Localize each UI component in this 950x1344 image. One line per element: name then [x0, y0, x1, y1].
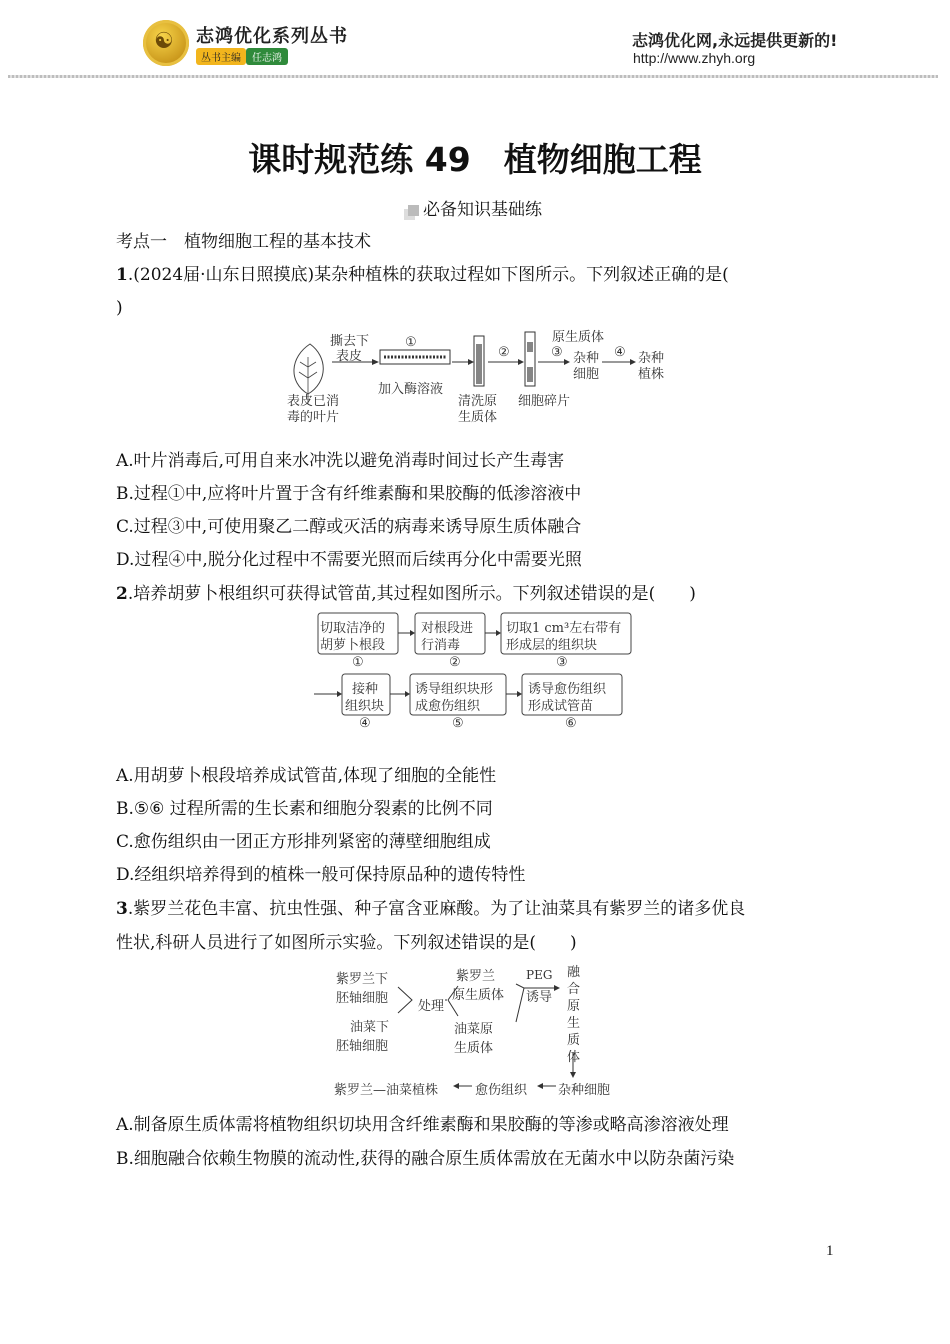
q2-box3-line2: 形成层的组织块 [506, 638, 598, 653]
wash-label-1: 清洗原 [458, 394, 498, 409]
q3-stem-line1 [116, 899, 745, 919]
q2-box6-line2: 形成试管苗 [528, 699, 594, 714]
q2-num4: ④ [359, 716, 371, 731]
q3-proto-a-2: 原生质体 [452, 988, 505, 1003]
hybrid-cell-2: 细胞 [573, 367, 600, 382]
q1-option-b[interactable]: B.过程①中,应将叶片置于含有纤维素酶和果胶酶的低渗溶液中 [116, 484, 582, 504]
q2-box1-line2: 胡萝卜根段 [320, 638, 386, 653]
q1-stem [116, 265, 729, 285]
header-divider [8, 75, 938, 78]
q3-cell-b-2: 胚轴细胞 [336, 1039, 389, 1054]
q2-box5-line1: 诱导组织块形 [415, 682, 494, 697]
q3-hybrid-cell: 杂种细胞 [558, 1083, 611, 1098]
debris-label: 细胞碎片 [518, 394, 571, 409]
q2-stem-text: .培养胡萝卜根组织可获得试管苗,其过程如图所示。下列叙述错误的是( ) [127, 584, 696, 604]
hybrid-cell-1: 杂种 [573, 351, 600, 366]
q3-fused-char-3: 原 [567, 999, 581, 1014]
page-number: 1 [826, 1243, 834, 1259]
q3-cell-a-2: 胚轴细胞 [336, 991, 389, 1006]
q3-number: 3 [116, 899, 128, 919]
q2-box5-line2: 成愈伤组织 [415, 699, 481, 714]
leaf-label-2: 毒的叶片 [287, 410, 340, 425]
q1-step2: ② [498, 345, 510, 360]
q2-option-c[interactable]: C.愈伤组织由一团正方形排列紧密的薄壁细胞组成 [116, 832, 491, 852]
q3-proto-a-1: 紫罗兰 [456, 969, 496, 984]
q1-option-c[interactable]: C.过程③中,可使用聚乙二醇或灭活的病毒来诱导原生质体融合 [116, 517, 582, 537]
q3-proto-b-2: 生质体 [454, 1041, 494, 1056]
q2-option-d[interactable]: D.经组织培养得到的植株一般可保持原品种的遗传特性 [116, 865, 526, 885]
q2-box4-line2: 组织块 [345, 699, 385, 714]
q3-peg-label: PEG [526, 968, 553, 982]
leaf-label-1: 表皮已消 [287, 394, 340, 409]
q3-option-b[interactable]: B.细胞融合依赖生物膜的流动性,获得的融合原生质体需放在无菌水中以防杂菌污染 [116, 1149, 735, 1169]
series-logo-icon: ☯ [143, 20, 189, 66]
q2-box2-line1: 对根段进 [421, 621, 474, 636]
q3-fused-char-1: 融 [567, 965, 581, 980]
q3-final-plant: 紫罗兰—油菜植株 [334, 1083, 439, 1098]
q3-stem-line2: 性状,科研人员进行了如图所示实验。下列叙述错误的是( ) [116, 933, 577, 953]
q2-box4-line1: 接种 [352, 682, 379, 697]
q3-cell-b-1: 油菜下 [350, 1020, 390, 1035]
q3-stem-text-1: .紫罗兰花色丰富、抗虫性强、种子富含亚麻酸。为了让油菜具有紫罗兰的诸多优良 [127, 899, 746, 919]
q2-box6-line1: 诱导愈伤组织 [528, 682, 607, 697]
q2-option-a[interactable]: A.用胡萝卜根段培养成试管苗,体现了细胞的全能性 [116, 766, 497, 786]
hybrid-plant-2: 植株 [638, 367, 665, 382]
editor-name-badge: 任志鸿 [246, 48, 288, 65]
header-url[interactable]: http://www.zhyh.org [633, 50, 756, 66]
q1-option-d[interactable]: D.过程④中,脱分化过程中不需要光照而后续再分化中需要光照 [116, 550, 582, 570]
section-title-text: 必备知识基础练 [423, 200, 542, 220]
q3-fused-char-6: 体 [567, 1050, 581, 1065]
q3-fused-char-5: 质 [567, 1033, 581, 1048]
q2-num2: ② [449, 655, 461, 670]
series-title: 志鸿优化系列丛书 [196, 26, 348, 47]
q2-option-b[interactable]: B.⑤⑥ 过程所需的生长素和细胞分裂素的比例不同 [116, 799, 493, 819]
q1-number: 1 [116, 265, 128, 285]
q3-fused-char-2: 合 [567, 982, 581, 997]
q2-box2-line2: 行消毒 [421, 638, 461, 653]
q1-step4: ④ [614, 345, 626, 360]
q2-num1: ① [352, 655, 364, 670]
q3-option-a[interactable]: A.制备原生质体需将植物组织切块用含纤维素酶和果胶酶的等渗或略高渗溶液处理 [116, 1115, 729, 1135]
q3-cell-a-1: 紫罗兰下 [336, 972, 389, 987]
editor-badge: 丛书主编 [196, 48, 246, 65]
q1-step1: ① [405, 335, 417, 350]
protoplast-label: 原生质体 [552, 330, 605, 345]
wash-label-2: 生质体 [458, 410, 498, 425]
q3-induce-label: 诱导 [526, 990, 553, 1005]
q2-number: 2 [116, 584, 128, 604]
arrow1-label-2: 表皮 [336, 349, 363, 364]
q2-num3: ③ [556, 655, 568, 670]
enzyme-label: 加入酶溶液 [378, 382, 444, 397]
page-title: 课时规范练 49 植物细胞工程 [248, 140, 702, 179]
section-title [0, 195, 950, 220]
q3-callus: 愈伤组织 [475, 1083, 528, 1098]
q3-treat-label: 处理 [418, 999, 445, 1014]
arrow1-label-1: 撕去下 [330, 334, 370, 349]
page-header [0, 0, 950, 82]
q3-fused-char-4: 生 [567, 1016, 581, 1031]
q2-stem [116, 584, 696, 604]
q1-step3: ③ [551, 345, 563, 360]
topic-heading: 考点一 植物细胞工程的基本技术 [116, 232, 371, 252]
q3-proto-b-1: 油菜原 [454, 1022, 494, 1037]
header-slogan: 志鸿优化网,永远提供更新的! [632, 31, 838, 50]
q1-stem-text: .(2024届·山东日照摸底)某杂种植株的获取过程如下图所示。下列叙述正确的是( [127, 265, 729, 285]
q2-num5: ⑤ [452, 716, 464, 731]
q1-stem-end: ) [116, 298, 123, 318]
q2-box3-line1: 切取1 cm³左右带有 [506, 621, 622, 636]
section-square-icon [408, 205, 419, 216]
q2-box1-line1: 切取洁净的 [320, 621, 386, 636]
q2-num6: ⑥ [565, 716, 577, 731]
q1-option-a[interactable]: A.叶片消毒后,可用自来水冲洗以避免消毒时间过长产生毒害 [116, 451, 565, 471]
hybrid-plant-1: 杂种 [638, 351, 665, 366]
